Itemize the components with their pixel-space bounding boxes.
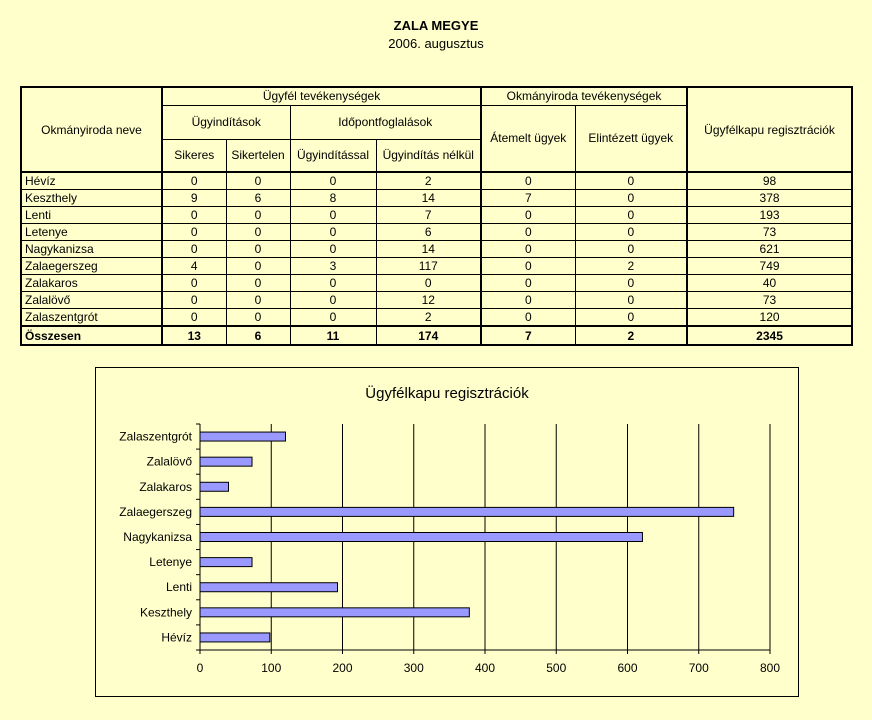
y-tick-label: Zalalövő [146, 454, 192, 469]
cell-fail: 0 [226, 172, 290, 190]
cell-without: 2 [376, 172, 481, 190]
cell-office: Keszthely [21, 190, 162, 207]
bar [200, 482, 229, 491]
cell-registrations: 98 [687, 172, 852, 190]
cell-with: 0 [290, 241, 376, 258]
cell-settled: 0 [575, 190, 687, 207]
cell-office: Letenye [21, 224, 162, 241]
cell-office: Nagykanizsa [21, 241, 162, 258]
x-tick-label: 300 [403, 661, 424, 675]
cell-transferred: 7 [481, 190, 575, 207]
cell-transferred: 0 [481, 207, 575, 224]
cell-with: 0 [290, 292, 376, 309]
table-row [21, 292, 852, 309]
cell-with: 3 [290, 258, 376, 275]
y-tick-label: Letenye [149, 555, 192, 570]
y-tick-label: Zalakaros [139, 479, 192, 494]
cell-success: 0 [162, 172, 226, 190]
page-subtitle: 2006. augusztus [388, 36, 484, 51]
table-row [21, 190, 852, 207]
total-without: 174 [376, 326, 481, 345]
cell-with: 0 [290, 275, 376, 292]
cell-settled: 0 [575, 275, 687, 292]
page-title: ZALA MEGYE [393, 18, 479, 33]
bar [200, 533, 642, 542]
total-success: 13 [162, 326, 226, 345]
cell-office: Hévíz [21, 172, 162, 190]
cell-without: 14 [376, 241, 481, 258]
bar [200, 457, 252, 466]
table-row [21, 207, 852, 224]
cell-without: 12 [376, 292, 481, 309]
cell-fail: 0 [226, 224, 290, 241]
cell-without: 7 [376, 207, 481, 224]
cell-with: 0 [290, 207, 376, 224]
total-fail: 6 [226, 326, 290, 345]
cell-office: Zalaegerszeg [21, 258, 162, 275]
x-tick-label: 600 [617, 661, 638, 675]
cell-fail: 0 [226, 292, 290, 309]
x-tick-label: 700 [688, 661, 709, 675]
x-tick-label: 500 [546, 661, 567, 675]
cell-without: 14 [376, 190, 481, 207]
cell-registrations: 120 [687, 309, 852, 327]
header-registrations: Ügyfélkapu regisztrációk [687, 87, 852, 172]
header-appointments: Időpontfoglalások [290, 105, 481, 139]
cell-fail: 0 [226, 275, 290, 292]
cell-with: 8 [290, 190, 376, 207]
table-row [21, 172, 852, 190]
y-tick-label: Nagykanizsa [123, 530, 192, 544]
table-row [21, 224, 852, 241]
header-initiations: Ügyindítások [162, 105, 290, 139]
cell-success: 0 [162, 292, 226, 309]
total-settled: 2 [575, 326, 687, 345]
total-with: 11 [290, 326, 376, 345]
cell-transferred: 0 [481, 292, 575, 309]
statistics-table [20, 86, 853, 346]
table-row [21, 241, 852, 258]
bar [200, 633, 270, 642]
cell-transferred: 0 [481, 258, 575, 275]
cell-registrations: 73 [687, 292, 852, 309]
bar [200, 558, 252, 567]
header-client-activities: Ügyfél tevékenységek [162, 87, 481, 105]
header-fail: Sikertelen [226, 139, 290, 172]
cell-fail: 0 [226, 207, 290, 224]
bar [200, 608, 469, 617]
cell-without: 0 [376, 275, 481, 292]
cell-transferred: 0 [481, 224, 575, 241]
header-settled: Elintézett ügyek [575, 105, 687, 172]
cell-registrations: 73 [687, 224, 852, 241]
cell-settled: 0 [575, 309, 687, 327]
cell-transferred: 0 [481, 309, 575, 327]
y-tick-label: Zalaegerszeg [119, 504, 192, 519]
chart-svg [96, 368, 798, 696]
cell-with: 0 [290, 224, 376, 241]
cell-office: Lenti [21, 207, 162, 224]
cell-registrations: 621 [687, 241, 852, 258]
y-tick-label: Hévíz [161, 630, 192, 645]
table-total-row [21, 326, 852, 345]
bar [200, 432, 286, 441]
cell-success: 0 [162, 224, 226, 241]
cell-transferred: 0 [481, 241, 575, 258]
cell-with: 0 [290, 309, 376, 327]
registrations-chart [95, 367, 799, 697]
x-tick-label: 100 [261, 661, 282, 675]
cell-success: 0 [162, 309, 226, 327]
cell-settled: 0 [575, 241, 687, 258]
chart-title: Ügyfélkapu regisztrációk [365, 385, 529, 402]
cell-success: 0 [162, 241, 226, 258]
cell-registrations: 749 [687, 258, 852, 275]
x-tick-label: 400 [474, 661, 496, 675]
y-tick-label: Lenti [165, 580, 192, 595]
header-success: Sikeres [162, 139, 226, 172]
cell-settled: 0 [575, 224, 687, 241]
header-with-initiation: Ügyindítással [290, 139, 376, 172]
cell-office: Zalalövő [21, 292, 162, 309]
header-office-activities: Okmányiroda tevékenységek [481, 87, 687, 105]
cell-registrations: 40 [687, 275, 852, 292]
cell-transferred: 0 [481, 172, 575, 190]
cell-success: 4 [162, 258, 226, 275]
cell-fail: 6 [226, 190, 290, 207]
cell-success: 0 [162, 207, 226, 224]
cell-success: 0 [162, 275, 226, 292]
y-tick-label: Zalaszentgrót [119, 429, 192, 444]
cell-without: 117 [376, 258, 481, 275]
cell-fail: 0 [226, 241, 290, 258]
cell-transferred: 0 [481, 275, 575, 292]
cell-office: Zalakaros [21, 275, 162, 292]
total-office: Összesen [21, 326, 162, 345]
table-row [21, 258, 852, 275]
bar [200, 507, 734, 516]
cell-settled: 0 [575, 172, 687, 190]
x-tick-label: 0 [196, 661, 204, 675]
header-office-name: Okmányiroda neve [21, 87, 162, 172]
cell-without: 2 [376, 309, 481, 327]
header-without-initiation: Ügyindítás nélkül [376, 139, 481, 172]
cell-fail: 0 [226, 258, 290, 275]
cell-settled: 0 [575, 292, 687, 309]
total-registrations: 2345 [687, 326, 852, 345]
table-row [21, 309, 852, 327]
x-tick-label: 200 [332, 661, 353, 675]
cell-success: 9 [162, 190, 226, 207]
cell-settled: 2 [575, 258, 687, 275]
cell-fail: 0 [226, 309, 290, 327]
x-tick-label: 800 [759, 661, 781, 675]
cell-without: 6 [376, 224, 481, 241]
total-transferred: 7 [481, 326, 575, 345]
y-tick-label: Keszthely [139, 605, 192, 620]
cell-settled: 0 [575, 207, 687, 224]
cell-with: 0 [290, 172, 376, 190]
header-transferred: Átemelt ügyek [481, 105, 575, 172]
cell-office: Zalaszentgrót [21, 309, 162, 327]
cell-registrations: 378 [687, 190, 852, 207]
cell-registrations: 193 [687, 207, 852, 224]
table-row [21, 275, 852, 292]
bar [200, 583, 338, 592]
